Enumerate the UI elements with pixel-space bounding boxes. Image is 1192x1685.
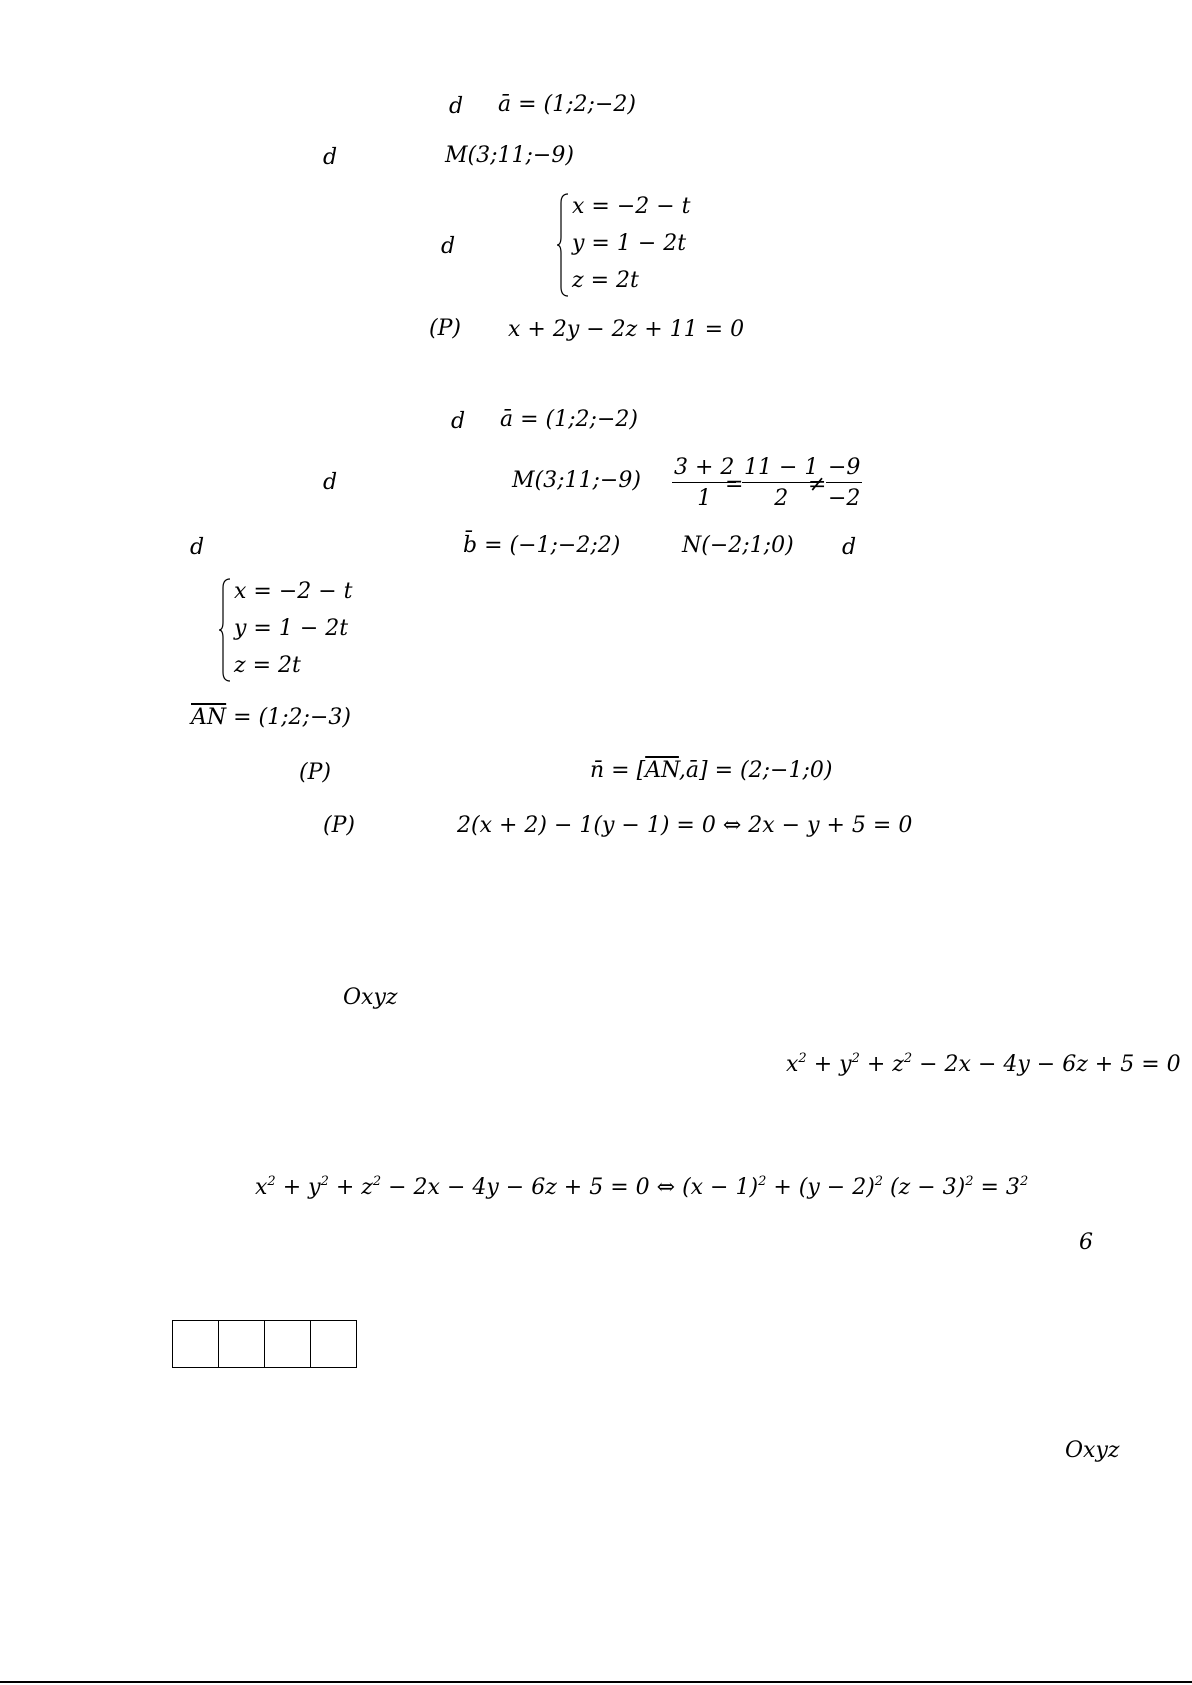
sol2-equals: = bbox=[725, 472, 744, 497]
answer-box[interactable] bbox=[219, 1321, 265, 1367]
line4-p: (P) bbox=[429, 316, 461, 341]
sol4-brace bbox=[219, 578, 231, 682]
sol5-vector-an: $\overline{AN}$ = (1;2;−3) bbox=[191, 705, 351, 730]
q2-sphere-eq: $x^2 + y^2 + z^2 - 2x - 4y - 6z + 5 = 0$ bbox=[786, 1051, 1181, 1077]
sol2-d: d bbox=[323, 470, 338, 495]
line3-sys-x: x = −2 − t bbox=[572, 194, 691, 219]
sol6-normal: n̄ = $[\overline{AN},ā]$ = (2;−1;0) bbox=[590, 758, 833, 783]
sol2-frac2-den: 2 bbox=[774, 486, 789, 511]
sol4-sys-y: y = 1 − 2t bbox=[234, 616, 349, 641]
line1-vector-a: ā = (1;2;−2) bbox=[498, 92, 636, 117]
q3-oxyz: Oxyz bbox=[1065, 1438, 1120, 1463]
answer-box[interactable] bbox=[311, 1321, 356, 1367]
answer-box[interactable] bbox=[173, 1321, 219, 1367]
line3-sys-y: y = 1 − 2t bbox=[572, 231, 687, 256]
sol2-frac3-num: −9 bbox=[826, 457, 862, 483]
sol2-frac1-den: 1 bbox=[697, 486, 712, 511]
line3-brace bbox=[557, 193, 569, 297]
sol2-frac3 bbox=[826, 457, 862, 510]
sol1-d: d bbox=[451, 409, 466, 434]
line4-eq: x + 2y − 2z + 11 = 0 bbox=[508, 317, 745, 342]
line3-sys-z: z = 2t bbox=[572, 268, 639, 293]
line2-d: d bbox=[323, 145, 338, 170]
line3-d: d bbox=[441, 234, 456, 259]
line1-d: d bbox=[449, 94, 464, 119]
sol2-notequal: ≠ bbox=[808, 472, 827, 497]
sol2-frac2-num: 11 − 1 bbox=[742, 457, 820, 483]
sol4-sys-x: x = −2 − t bbox=[234, 579, 353, 604]
sol3-d1: d bbox=[190, 535, 205, 560]
footer-line bbox=[0, 1681, 1192, 1683]
answer-boxes bbox=[172, 1320, 357, 1368]
sol1-vector-a: ā = (1;2;−2) bbox=[500, 407, 638, 432]
sol2-frac1-num: 3 + 2 bbox=[672, 457, 736, 483]
sol2-frac3-den: −2 bbox=[828, 486, 861, 511]
answer-box[interactable] bbox=[265, 1321, 311, 1367]
sol2-point-m: M(3;11;−9) bbox=[512, 468, 641, 493]
q2-oxyz: Oxyz bbox=[343, 985, 398, 1010]
line2-point-m: M(3;11;−9) bbox=[445, 143, 574, 168]
sol3-point-n: N(−2;1;0) bbox=[682, 533, 794, 558]
q2sol-six: 6 bbox=[1079, 1230, 1093, 1255]
sol3-d2: d bbox=[842, 535, 857, 560]
q2sol-eq: $x^2 + y^2 + z^2 - 2x - 4y - 6z + 5 = 0$ ⇔ $(x - 1)^2 + (y - 2)^2$ $(z - 3)^2 = 3^2$ bbox=[255, 1174, 1029, 1200]
sol7-p: (P) bbox=[323, 813, 355, 838]
sol6-p: (P) bbox=[299, 760, 331, 785]
sol3-vector-b: b̄ = (−1;−2;2) bbox=[463, 533, 621, 558]
sol7-eq: 2(x + 2) − 1(y − 1) = 0 ⇔ 2x − y + 5 = 0 bbox=[457, 813, 913, 838]
sol4-sys-z: z = 2t bbox=[234, 653, 301, 678]
